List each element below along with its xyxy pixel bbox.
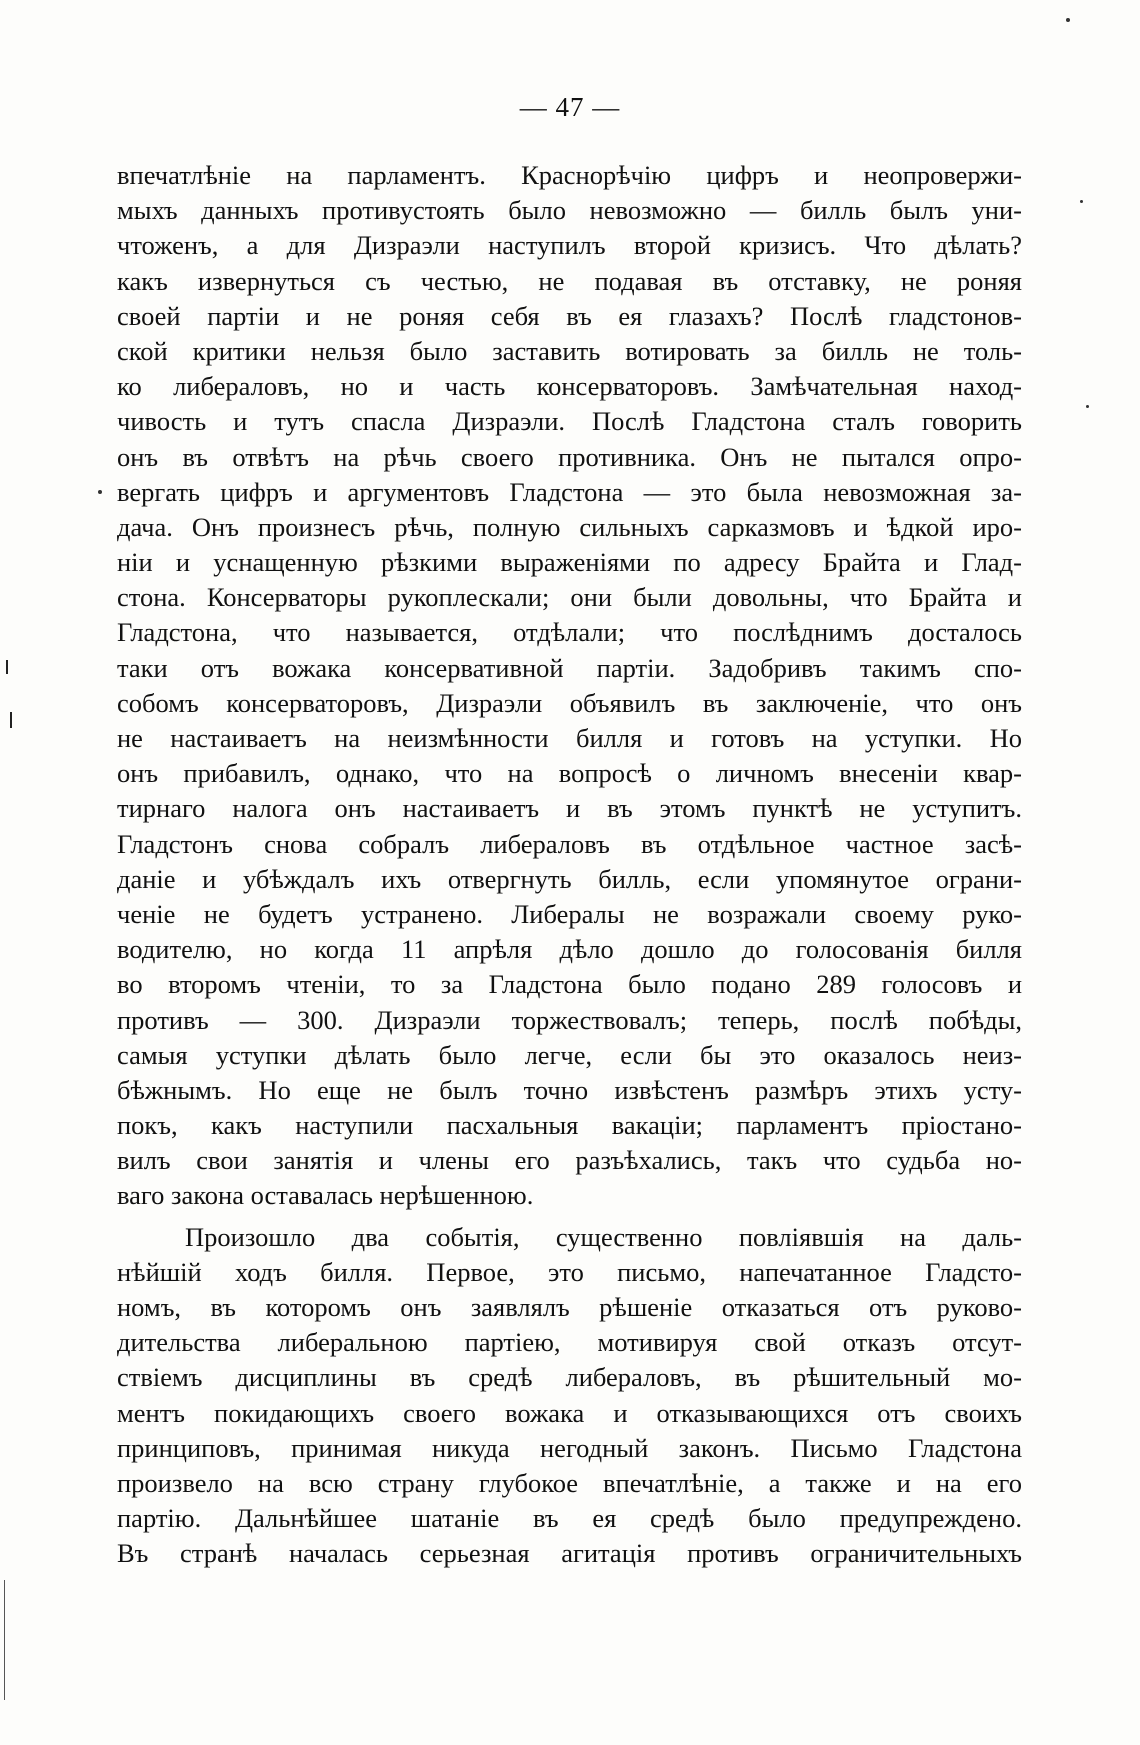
text-line: чтоженъ, а для Дизраэли наступилъ второй кризисъ. Что дѣлать? [117,230,1022,261]
text-line: партію. Дальнѣйшее шатаніе въ ея средѣ было предупреждено. [117,1503,1022,1534]
text-line: чивость и тутъ спасла Дизраэли. Послѣ Гладстона сталъ говорить [117,406,1022,437]
page-number: — 47 — [519,92,621,122]
scan-artifact-mark [6,660,8,674]
text-line: принциповъ, принимая никуда негодный законъ. Письмо Гладстона [117,1432,1022,1463]
text-line: онъ прибавилъ, однако, что на вопросѣ о личномъ внесеніи квар- [117,758,1022,789]
text-line: вергать цифръ и аргументовъ Гладстона — это была невозможная за- [117,476,1022,507]
text-line: ко либераловъ, но и часть консерваторовъ. Замѣчательная наход- [117,371,1022,402]
body-text [117,158,1022,1572]
text-line: мыхъ данныхъ противустоять было невозможно — билль былъ уни- [117,195,1022,226]
text-line: водителю, но когда 11 апрѣля дѣло дошло до голосованія билля [117,934,1022,965]
text-line: не настаиваетъ на неизмѣнности билля и готовъ на уступки. Но [117,723,1022,753]
text-line: противъ — 300. Дизраэли торжествовалъ; теперь, послѣ побѣды, [117,1004,1022,1035]
scan-artifact-dot [1066,18,1070,22]
text-line: произвело на всю страну глубокое впечатлѣніе, а также и на его [117,1467,1022,1498]
text-line: даніе и убѣждалъ ихъ отвергнуть билль, если упомянутое ограни- [117,863,1022,894]
text-line: тирнаго налога онъ настаиваетъ и въ этомъ пунктѣ не уступитъ. [117,793,1022,824]
text-line: самыя уступки дѣлать было легче, если бы это оказалось неиз- [117,1039,1022,1070]
text-line: ментъ покидающихъ своего вожака и отказывающихся отъ своихъ [117,1397,1022,1428]
text-line: Гладстона, что называется, отдѣлали; что послѣднимъ досталось [117,617,1022,648]
paragraph-1 [117,158,1022,1214]
text-line: своей партіи и не роняя себя въ ея глазахъ? Послѣ гладстонов- [117,300,1022,331]
scan-artifact-dot [98,490,102,494]
text-line: вилъ свои занятія и члены его разъѣхались, такъ что судьба но- [117,1145,1022,1176]
text-line: покъ, какъ наступили пасхальныя вакаціи; парламентъ пріостано- [117,1110,1022,1141]
text-line: во второмъ чтеніи, то за Гладстона было подано 289 голосовъ и [117,969,1022,1000]
text-line: ствіемъ дисциплины въ средѣ либераловъ, въ рѣшительный мо- [117,1362,1022,1393]
text-line: собомъ консерваторовъ, Дизраэли объявилъ въ заключеніе, что онъ [117,687,1022,718]
text-line: Произошло два событія, существенно повліявшія на даль- [185,1221,1022,1252]
text-line: впечатлѣніе на парламентъ. Краснорѣчію цифръ и неопровержи- [117,160,1022,190]
text-line: номъ, въ которомъ онъ заявлялъ рѣшеніе отказаться отъ руково- [117,1292,1022,1322]
scan-artifact-dot [1086,405,1089,408]
text-line: Гладстонъ снова собралъ либераловъ въ отдѣльное частное засѣ- [117,828,1022,859]
text-line: ніи и уснащенную рѣзкими выраженіями по адресу Брайта и Глад- [117,547,1022,578]
text-line: бѣжнымъ. Но еще не былъ точно извѣстенъ размѣръ этихъ усту- [117,1074,1022,1105]
text-line: ваго закона оставалась нерѣшенною. [117,1180,534,1211]
text-line: ченіе не будетъ устранено. Либералы не возражали своему руко- [117,898,1022,929]
text-line: нѣйшій ходъ билля. Первое, это письмо, напечатанное Гладсто- [117,1256,1022,1287]
text-line: онъ въ отвѣтъ на рѣчь своего противника. Онъ не пытался опро- [117,441,1022,472]
text-line: Въ странѣ началась серьезная агитація противъ ограничительныхъ [117,1538,1022,1569]
text-line: какъ извернуться съ честью, не подавая въ отставку, не роняя [117,265,1022,296]
text-line: дительства либеральною партіею, мотивируя свой отказъ отсут- [117,1327,1022,1358]
paragraph-2 [117,1220,1022,1572]
text-line: дача. Онъ произнесъ рѣчь, полную сильныхъ сарказмовъ и ѣдкой иро- [117,511,1022,542]
scan-artifact-mark [4,1580,5,1700]
scan-artifact-dot [1080,200,1083,203]
text-line: ской критики нельзя было заставить вотировать за билль не толь- [117,335,1022,366]
text-line: таки отъ вожака консервативной партіи. Задобривъ такимъ спо- [117,652,1022,683]
text-line: стона. Консерваторы рукоплескали; они были довольны, что Брайта и [117,582,1022,613]
scan-artifact-mark [10,712,12,728]
